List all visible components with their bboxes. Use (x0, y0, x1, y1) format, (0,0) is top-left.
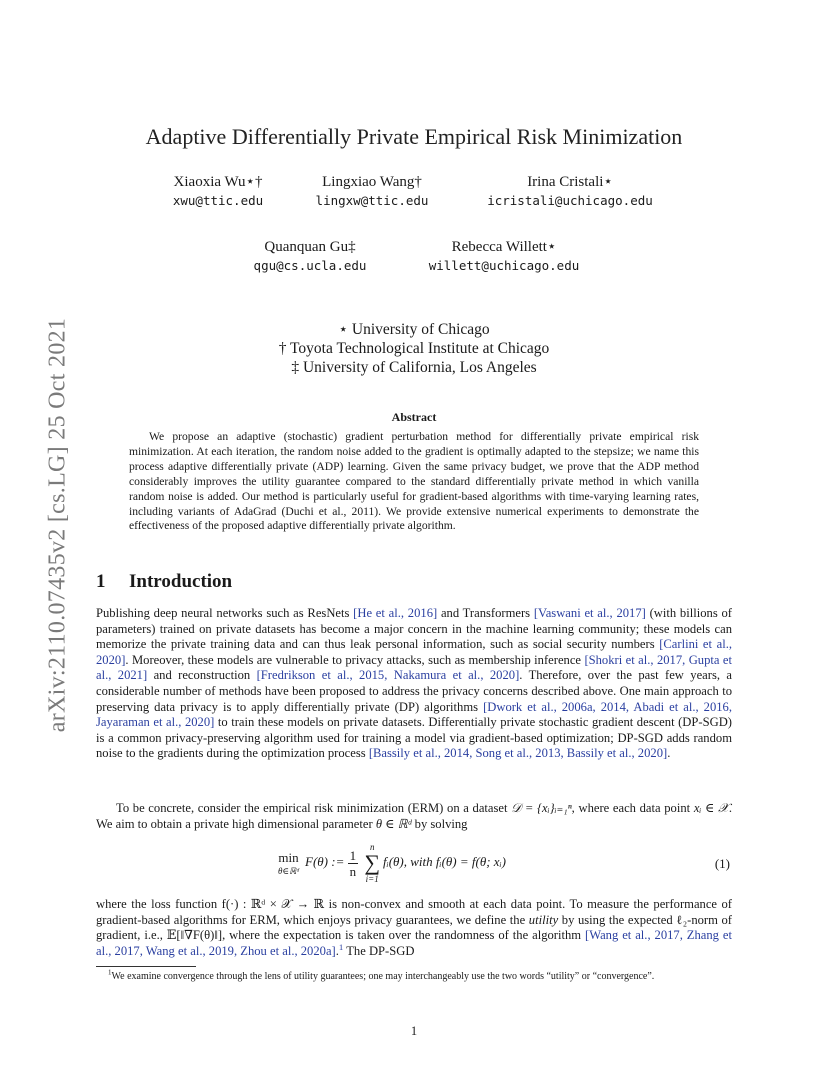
paragraph-text: To be concrete, consider the empirical risk minimization (ERM) on a dataset (116, 801, 512, 815)
math-inline: xᵢ ∈ 𝒳 (693, 801, 729, 815)
author-email: willett@uchicago.edu (428, 258, 580, 273)
paragraph-text: where the loss function f(·) : ℝᵈ × 𝒳 → ℝ is non-convex and smooth at each data point. To measure the performance of gradient-based algorithms for ERM, which enjoys privacy guarantees, we define the (96, 897, 732, 927)
paragraph-text: Publishing deep neural networks such as ResNets (96, 606, 354, 620)
citation-link[interactable]: [Vaswani et al., 2017] (533, 606, 646, 620)
author-name: Rebecca Willett⋆ (451, 239, 557, 255)
affiliation: † Toyota Technological Institute at Chicago (278, 340, 550, 357)
section-title: Introduction (129, 571, 233, 592)
author-block (384, 237, 624, 275)
citation-link[interactable]: [Fredrikson et al., 2015, Nakamura et al., 2020] (256, 668, 520, 683)
summation: n ∑ i=1 (364, 842, 381, 884)
citation-link[interactable]: [Bassily et al., 2014, Song et al., 2013, Bassily et al., 2020] (368, 746, 668, 761)
citation-link[interactable]: [Dwork et al., 2006a, 2014, Abadi et al., 2016, Jayaraman et al., 2020] (96, 699, 732, 730)
math-inline: θ ∈ ℝᵈ (375, 816, 412, 831)
paragraph-text: to train these models on private datasets. Differentially private stochastic gradient descent (DP-SGD) is a common privacy-preserving algorithm used for training a model via gradient-based optimization; DP-SGD adds random noise to the gradients during the optimization process (96, 715, 732, 761)
paragraph (96, 801, 732, 832)
paragraph-text: by solving (411, 816, 468, 831)
author-name: Lingxiao Wang† (322, 174, 422, 190)
paragraph-text: . Therefore, over the past few years, a considerable number of methods have been proposed to address the privacy concerns described above. One main approach to preserving data privacy is to apply differentially private (DP) algorithms (96, 668, 732, 714)
math-inline: 𝒟 = {xᵢ}ᵢ₌₁ⁿ (511, 801, 572, 815)
citation-link[interactable]: [Carlini et al., 2020] (96, 637, 732, 667)
footnote-text: We examine convergence through the lens of utility guarantees; one may interchangeably use the two words “utility” or “convergence”. (111, 971, 655, 982)
paragraph-text: . Moreover, these models are vulnerable to privacy attacks, such as membership inference (125, 652, 585, 667)
paragraph-text: and reconstruction (147, 668, 257, 683)
abstract-heading: Abstract (391, 410, 437, 424)
footnote-marker[interactable]: 1 (338, 941, 344, 952)
equation-rhs: fᵢ(θ), with fᵢ(θ) = f(θ; xᵢ) (383, 853, 506, 869)
footnote (96, 970, 732, 983)
equation-block (96, 842, 732, 888)
page-number: 1 (410, 1024, 418, 1038)
min-operator: min θ∈ℝᵈ (278, 850, 300, 876)
paragraph-text: and Transformers (437, 606, 534, 620)
citation-link[interactable]: [Shokri et al., 2017, Gupta et al., 2021] (96, 652, 732, 683)
paragraph-text: The DP-SGD (343, 943, 415, 958)
arxiv-identifier: arXiv:2110.07435v2 [cs.LG] 25 Oct 2021 (44, 317, 71, 733)
equation-number: (1) (714, 856, 730, 871)
author-block (450, 172, 690, 210)
footnote-mark: 1 (108, 968, 112, 977)
fraction: $\frac{1}{n}$ (349, 847, 357, 879)
equation-body (278, 842, 506, 884)
citation-link[interactable]: [Wang et al., 2017, Zhang et al., 2017, Wang et al., 2019, Zhou et al., 2020a] (96, 928, 732, 958)
author-email: xwu@ttic.edu (172, 193, 264, 208)
section-number: 1 (96, 571, 106, 592)
abstract-text: We propose an adaptive (stochastic) gradient perturbation method for differentially private empirical risk minimization. At each iteration, the random noise added to the gradient is optimally adapted to the stepsize; we name this process adaptive differentially private (ADP) learning. Given the same privacy budget, we prove that the ADP method considerably improves the utility guarantee compared to the standard differentially private method in which vanilla random noise is added. Our method is particularly useful for gradient-based algorithms with time-varying learning rates, including variants of AdaGrad (Duchi et al., 2011). We provide extensive numerical experiments to demonstrate the effectiveness of the proposed adaptive differentially private algorithm. (129, 430, 699, 533)
section-heading (96, 571, 232, 593)
paragraph-text: . (335, 943, 339, 958)
paragraph-text: . (667, 746, 671, 761)
author-email: lingxw@ttic.edu (315, 193, 429, 208)
paragraph-text: by using the expected ℓ₂-norm of gradient, i.e., 𝔼[‖∇F(θ)‖], where the expectation is taken over the randomness of the algorithm (96, 912, 732, 943)
affiliation: ‡ University of California, Los Angeles (291, 359, 537, 376)
author-email: qgu@cs.ucla.edu (253, 258, 367, 273)
equation-lhs: F(θ) := (305, 853, 345, 869)
emphasis: utility (528, 912, 559, 927)
citation-link[interactable]: [He et al., 2016] (353, 606, 438, 620)
author-name: Xiaoxia Wu⋆† (173, 174, 263, 190)
paragraph-text: . We aim to obtain a private high dimensional parameter (96, 801, 733, 831)
author-name: Irina Cristali⋆ (527, 174, 613, 190)
author-email: icristali@uchicago.edu (487, 193, 653, 208)
paragraph-text: , where each data point (571, 801, 694, 815)
affiliation: ⋆ University of Chicago (338, 321, 490, 338)
paragraph (96, 606, 732, 762)
paragraph-text: (with billions of parameters) trained on private datasets has become a major concern in the machine learning community; these models can memorize the private training data and can thus leak personal information, such as social security numbers (96, 606, 732, 652)
paragraph (96, 897, 732, 959)
paper-title: Adaptive Differentially Private Empirical Risk Minimization (145, 124, 683, 149)
author-name: Quanquan Gu‡ (264, 239, 356, 255)
footnote-divider (96, 966, 196, 967)
